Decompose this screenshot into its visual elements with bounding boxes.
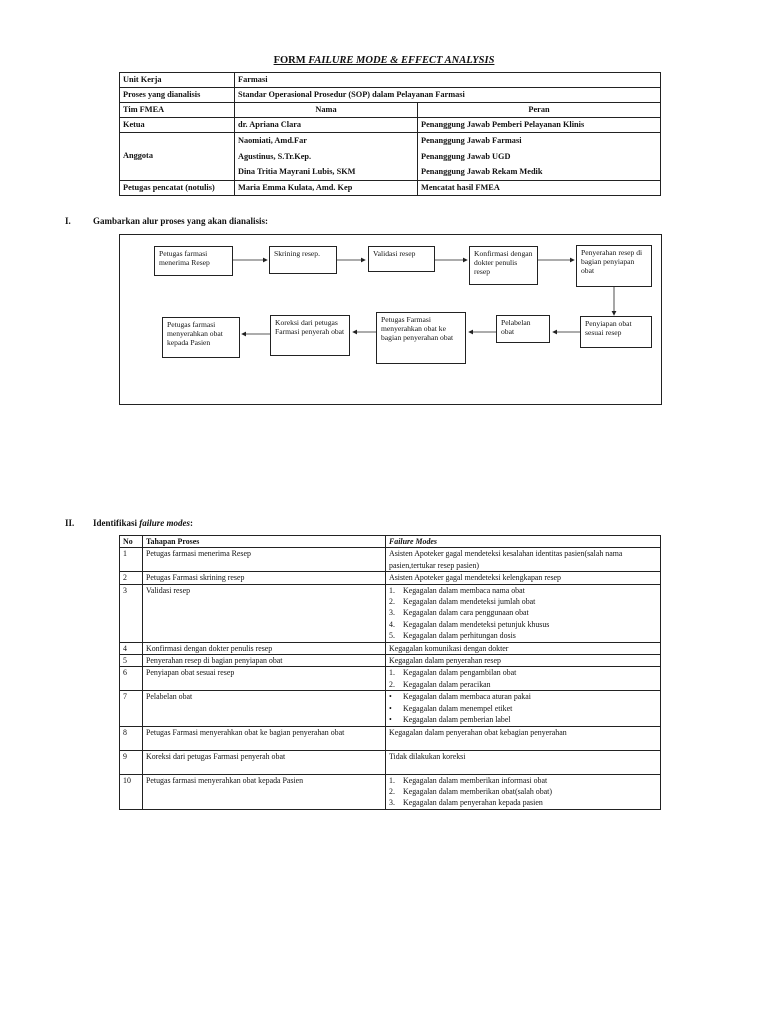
ketua-nama: dr. Apriana Clara	[235, 118, 418, 133]
flow-box-validasi: Validasi resep	[368, 246, 435, 272]
list-item: 2. Kegagalan dalam peracikan	[389, 679, 491, 689]
list-item: 4. Kegagalan dalam mendeteksi petunjuk khusus	[389, 619, 550, 629]
list-item: 5. Kegagalan dalam perhitungan dosis	[389, 631, 516, 641]
anggota-peran: Penanggung Jawab Rekam Medik	[421, 167, 543, 176]
list-item: 2. Kegagalan dalam mendeteksi jumlah obat	[389, 597, 536, 607]
row-failure-mode: Kegagalan komunikasi dengan dokter	[386, 642, 661, 654]
table-row	[120, 667, 661, 691]
anggota-peran: Penanggung Jawab UGD	[421, 151, 511, 161]
flow-box-penyerahan-resep: Penyerahan resep di bagian penyiapan obat	[576, 245, 652, 287]
table-row	[120, 548, 661, 572]
list-item: 1. Kegagalan dalam pengambilan obat	[389, 668, 517, 678]
table-header-row	[120, 536, 661, 548]
row-tahapan: Petugas farmasi menerima Resep	[143, 548, 386, 572]
flow-box-penyiapan: Penyiapan obat sesuai resep	[580, 316, 652, 348]
pencatat-label: Petugas pencatat (notulis)	[120, 180, 235, 195]
ketua-label: Ketua	[120, 118, 235, 133]
row-no: 9	[120, 750, 143, 774]
nama-header: Nama	[235, 103, 418, 118]
col-header-no: No	[120, 536, 143, 548]
row-failure-mode-list	[386, 667, 661, 691]
row-tahapan: Penyiapan obat sesuai resep	[143, 667, 386, 691]
ketua-peran: Penanggung Jawab Pemberi Pelayanan Klinis	[418, 118, 661, 133]
anggota-label: Anggota	[120, 133, 235, 181]
flow-box-skrining: Skrining resep.	[269, 246, 337, 274]
row-no: 1	[120, 548, 143, 572]
proses-label: Proses yang dianalisis	[120, 88, 235, 103]
row-tahapan: Validasi resep	[143, 584, 386, 642]
table-row	[120, 726, 661, 750]
anggota-nama-cell	[235, 133, 418, 181]
peran-header: Peran	[418, 103, 661, 118]
row-failure-mode: Asisten Apoteker gagal mendeteksi kelengkapan resep	[386, 572, 661, 584]
table-row	[120, 750, 661, 774]
tim-label: Tim FMEA	[120, 103, 235, 118]
row-no: 8	[120, 726, 143, 750]
table-row	[120, 180, 661, 195]
list-item: • Kegagalan dalam membaca aturan pakai	[389, 692, 531, 702]
section-1-heading: I. Gambarkan alur proses yang akan dianalisis:	[65, 216, 268, 226]
row-tahapan: Petugas farmasi menyerahkan obat kepada Pasien	[143, 774, 386, 809]
row-tahapan: Petugas Farmasi menyerahkan obat ke bagian penyerahan obat	[143, 726, 386, 750]
row-no: 10	[120, 774, 143, 809]
failure-modes-table	[119, 535, 661, 810]
anggota-nama: Dina Tritia Mayrani Lubis, SKM	[238, 167, 356, 176]
section-2-heading: II. Identifikasi failure modes:	[65, 518, 194, 528]
row-failure-mode: Tidak dilakukan koreksi	[386, 750, 661, 774]
row-failure-mode-list	[386, 774, 661, 809]
anggota-nama: Agustinus, S.Tr.Kep.	[238, 151, 312, 161]
list-item: 2. Kegagalan dalam memberikan obat(salah obat)	[389, 786, 552, 796]
proses-value: Standar Operasional Prosedur (SOP) dalam Pelayanan Farmasi	[235, 88, 661, 103]
col-header-failure-modes: Failure Modes	[386, 536, 661, 548]
row-no: 6	[120, 667, 143, 691]
col-header-tahapan: Tahapan Proses	[143, 536, 386, 548]
fmea-team-table	[119, 72, 661, 196]
row-no: 7	[120, 691, 143, 726]
row-failure-mode: Asisten Apoteker gagal mendeteksi kesalahan identitas pasien(salah nama pasien,tertukar resep pasien)	[386, 548, 661, 572]
list-item: 1. Kegagalan dalam memberikan informasi obat	[389, 775, 548, 785]
flow-box-menyerahkan-pasien: Petugas farmasi menyerahkan obat kepada Pasien	[162, 317, 240, 358]
unit-label: Unit Kerja	[120, 73, 235, 88]
list-item: 1. Kegagalan dalam membaca nama obat	[389, 585, 525, 595]
row-no: 4	[120, 642, 143, 654]
row-no: 3	[120, 584, 143, 642]
table-row	[120, 691, 661, 726]
row-tahapan: Pelabelan obat	[143, 691, 386, 726]
anggota-peran: Penanggung Jawab Farmasi	[421, 136, 522, 145]
table-row	[120, 642, 661, 654]
row-failure-mode: Kegagalan dalam penyerahan obat kebagian penyerahan	[386, 726, 661, 750]
pencatat-peran: Mencatat hasil FMEA	[418, 180, 661, 195]
row-failure-mode-list	[386, 584, 661, 642]
pencatat-nama: Maria Emma Kulata, Amd. Kep	[235, 180, 418, 195]
flow-box-terima-resep: Petugas farmasi menerima Resep	[154, 246, 233, 276]
row-failure-mode: Kegagalan dalam penyerahan resep	[386, 655, 661, 667]
table-row	[120, 774, 661, 809]
form-title: FORM FAILURE MODE & EFFECT ANALYSIS	[273, 55, 495, 66]
flow-box-konfirmasi: Konfirmasi dengan dokter penulis resep	[469, 246, 538, 285]
unit-value: Farmasi	[235, 73, 661, 88]
row-failure-mode-list	[386, 691, 661, 726]
table-row	[120, 103, 661, 118]
anggota-nama: Naomiati, Amd.Far	[238, 136, 307, 145]
row-tahapan: Koreksi dari petugas Farmasi penyerah obat	[143, 750, 386, 774]
list-item: • Kegagalan dalam pemberian label	[389, 715, 511, 725]
row-tahapan: Petugas Farmasi skrining resep	[143, 572, 386, 584]
flow-box-menyerahkan-bagian: Petugas Farmasi menyerahkan obat ke bagian penyerahan obat	[376, 312, 466, 364]
table-row	[120, 572, 661, 584]
table-row	[120, 655, 661, 667]
list-item: 3. Kegagalan dalam penyerahan kepada pasien	[389, 798, 543, 808]
row-tahapan: Penyerahan resep di bagian penyiapan obat	[143, 655, 386, 667]
row-no: 2	[120, 572, 143, 584]
table-row	[120, 118, 661, 133]
list-item: 3. Kegagalan dalam cara penggunaan obat	[389, 608, 529, 618]
anggota-peran-cell	[418, 133, 661, 181]
table-row	[120, 73, 661, 88]
process-flowchart	[119, 234, 662, 405]
table-row	[120, 133, 661, 181]
row-tahapan: Konfirmasi dengan dokter penulis resep	[143, 642, 386, 654]
table-row	[120, 88, 661, 103]
flow-box-pelabelan: Pelabelan obat	[496, 315, 550, 343]
flow-box-koreksi: Koreksi dari petugas Farmasi penyerah obat	[270, 315, 350, 356]
list-item: • Kegagalan dalam menempel etiket	[389, 703, 513, 713]
table-row	[120, 584, 661, 642]
row-no: 5	[120, 655, 143, 667]
